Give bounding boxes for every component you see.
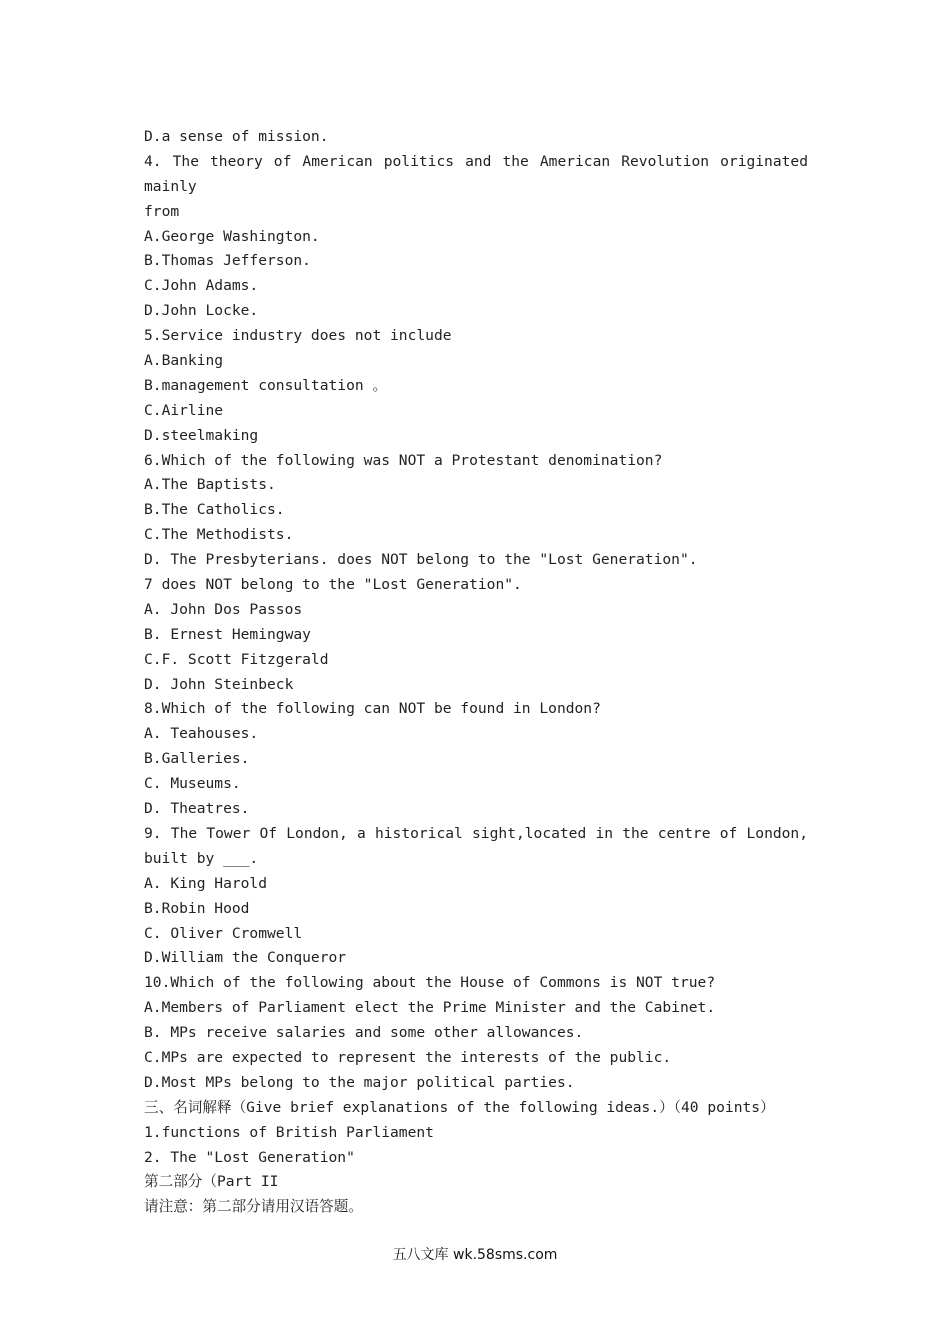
section-heading: 第二部分（Part II [144,1173,279,1191]
question-line: 9. The Tower Of London, a historical sight,located in the centre of London, [144,824,808,842]
option-line: D. Theatres. [144,800,250,818]
question-line: 8.Which of the following can NOT be found in London? [144,700,601,718]
option-line: C.John Adams. [144,277,259,295]
option-line: D.steelmaking [144,426,259,444]
option-line: B.The Catholics. [144,501,285,519]
option-line: B. MPs receive salaries and some other allowances. [144,1024,584,1042]
option-line: D. The Presbyterians. does NOT belong to the "Lost Generation". [144,551,698,569]
option-line: A. Teahouses. [144,725,259,743]
option-line: D. John Steinbeck [144,675,294,693]
option-line: C.MPs are expected to represent the interests of the public. [144,1048,672,1066]
option-line: B.management consultation 。 [144,376,388,394]
question-line: 6.Which of the following was NOT a Protestant denomination? [144,451,663,469]
option-line: B. Ernest Hemingway [144,625,311,643]
option-line: C.The Methodists. [144,526,294,544]
question-line: 7 does NOT belong to the "Lost Generation". [144,576,522,594]
option-line: D.a sense of mission. [144,128,329,145]
option-line: C.F. Scott Fitzgerald [144,650,329,668]
option-line: A.Banking [144,352,224,370]
option-line: C.Airline [144,401,224,419]
question-line: built by ___. [144,849,259,867]
question-line: 4. The theory of American politics and the American Revolution originated [144,152,808,170]
question-line: 10.Which of the following about the House of Commons is NOT true? [144,974,716,992]
option-line: B.Thomas Jefferson. [144,252,311,270]
question-line: 5.Service industry does not include [144,327,452,345]
option-line: A. King Harold [144,874,268,892]
footer-watermark: 五八文库 wk.58sms.com [392,1247,558,1263]
option-line: C. Oliver Cromwell [144,924,303,942]
option-line: D.John Locke. [144,302,259,320]
option-line: A.The Baptists. [144,476,276,494]
option-line: D.Most MPs belong to the major political parties. [144,1073,575,1091]
option-line: A. John Dos Passos [144,600,303,618]
question-line: from [144,202,180,220]
option-line: A.George Washington. [144,227,320,245]
term-item: 2. The "Lost Generation" [144,1148,355,1166]
document-body [144,125,808,1220]
option-line: B.Galleries. [144,750,250,768]
option-line: A.Members of Parliament elect the Prime Minister and the Cabinet. [144,999,716,1017]
option-line: D.William the Conqueror [144,949,347,967]
option-line: B.Robin Hood [144,899,250,917]
term-item: 1.functions of British Parliament [144,1123,434,1141]
section-heading: 三、名词解释（Give brief explanations of the following ideas.）（40 points） [144,1098,775,1116]
option-line: C. Museums. [144,775,241,793]
question-line: mainly [144,177,197,195]
instruction-line: 请注意：第二部分请用汉语答题。 [144,1198,363,1216]
